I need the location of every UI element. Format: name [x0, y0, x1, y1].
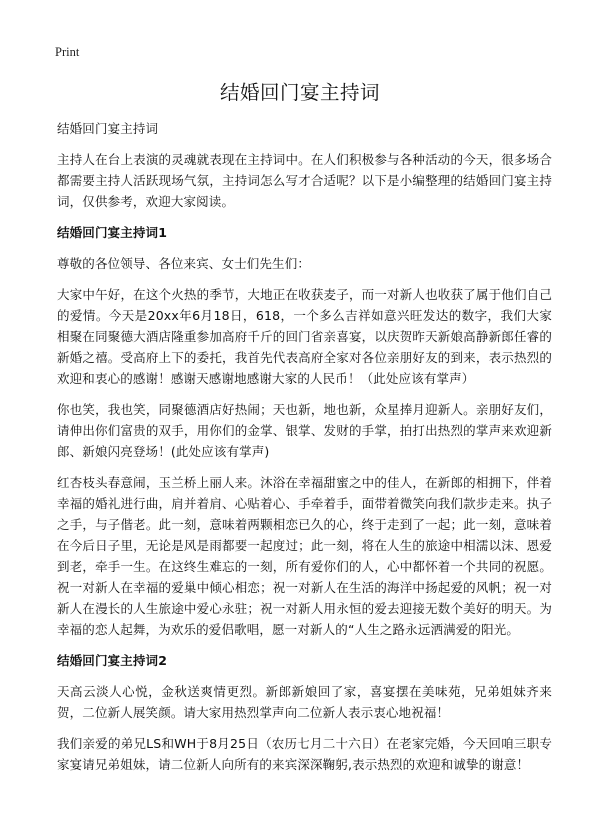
section-2-paragraph: 我们亲爱的弟兄LS和WH于8月25日（农历七月二十六日）在老家完婚，今天回咱三职专家宴请兄弟姐妹，请二位新人向所有的来宾深深鞠躬,表示热烈的欢迎和诚挚的谢意！ — [57, 736, 552, 772]
section-1-paragraph: 尊敬的各位领导、各位来宾、女士们先生们： — [57, 256, 311, 271]
article-body — [57, 118, 552, 785]
intro-paragraph: 主持人在台上表演的灵魂就表现在主持词中。在人们积极参与各种活动的今天，很多场合都需要主持人活跃现场气氛，主持词怎么写才合适呢？以下是小编整理的结婚回门宴主持词，仅供参考，欢迎大家阅读。 — [57, 152, 552, 209]
section-1-paragraph: 红杏枝头春意闹，玉兰桥上丽人来。沐浴在幸福甜蜜之中的佳人，在新郎的相拥下，伴着幸福的婚礼进行曲，肩并着肩、心贴着心、手牵着手，面带着微笑向我们款步走来。执子之手，与子偕老。此一刻，意味着两颗相恋已久的心，终于走到了一起；此一刻，意味着在今后日子里，无论是风是雨都要一起度过；此一刻，将在人生的旅途中相濡以沫、恩爱到老，牵手一生。在这终生难忘的一刻，所有爱你们的人，心中都怀着一个共同的祝愿。祝一对新人在幸福的爱巢中倾心相恋；祝一对新人在生活的海洋中扬起爱的风帆；祝一对新人在漫长的人生旅途中爱心永驻；祝一对新人用永恒的爱去迎接无数个美好的明天。为幸福的恋人起舞，为欢乐的爱侣歌唱，愿一对新人的“人生之路永远洒满爱的阳光。 — [57, 475, 552, 637]
section-1-paragraph: 大家中午好，在这个火热的季节，大地正在收获麦子，而一对新人也收获了属于他们自己的爱情。今天是20xx年6月18日，618，一个多么吉祥如意兴旺发达的数字，我们大家相聚在同聚德大酒店隆重参加高府千斤的回门省亲喜宴，以庆贺昨天新娘高静新郎任睿的新婚之禧。受高府上下的委托，我首先代表高府全家对各位亲朋好友的到来，表示热烈的欢迎和衷心的感谢！感谢天感谢地感谢大家的人民币！（此处应该有掌声） — [57, 287, 552, 386]
section-1-paragraph: 你也笑，我也笑，同聚德酒店好热闹；天也新，地也新，众星捧月迎新人。亲朋好友们，请伸出你们富贵的双手，用你们的金掌、银掌、发财的手掌，拍打出热烈的掌声来欢迎新郎、新娘闪亮登场！(此处应该有掌声) — [57, 402, 552, 459]
print-link[interactable]: Print — [55, 45, 80, 59]
page-title: 结婚回门宴主持词 — [219, 81, 380, 104]
article-subtitle: 结婚回门宴主持词 — [57, 121, 159, 136]
section-2-paragraph: 天高云淡人心悦，金秋送爽情更烈。新郎新娘回了家，喜宴摆在美味苑，兄弟姐妹齐来贺，二位新人展笑颜。请大家用热烈掌声向二位新人表示衷心地祝福！ — [57, 684, 552, 720]
section-2-heading: 结婚回门宴主持词2 — [57, 653, 168, 668]
section-1-heading: 结婚回门宴主持词1 — [57, 225, 168, 240]
